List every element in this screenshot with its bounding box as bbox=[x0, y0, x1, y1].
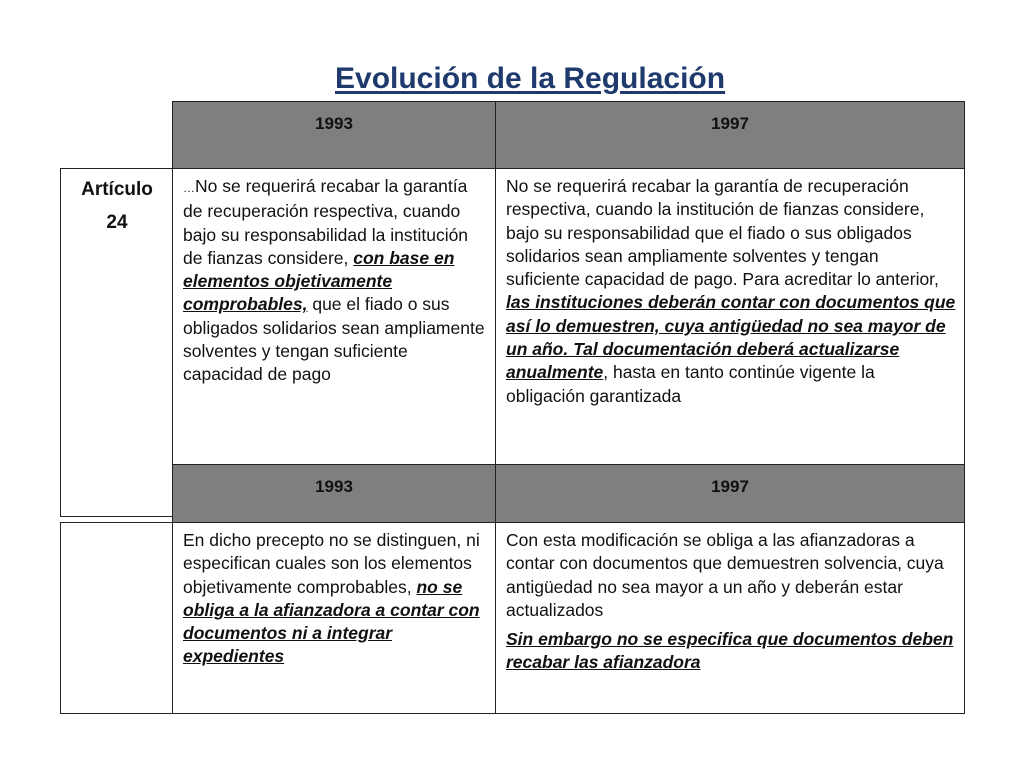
analysis-1993-cell bbox=[172, 522, 496, 714]
header-1997-mid-label: 1997 bbox=[711, 477, 749, 496]
analysis-1997-cell bbox=[495, 522, 965, 714]
analysis-1997-part1: Con esta modificación se obliga a las afianzadoras a contar con documentos que demuestren solvencia, cuya antigüedad no sea mayor a un año y deberán estar actualizados bbox=[506, 530, 944, 620]
analysis-1997-emphasis: Sin embargo no se especifica que documentos deben recabar las afianzadora bbox=[506, 629, 954, 673]
text-1997-emphasis: las instituciones deberán contar con documentos que así lo demuestren, cuya antigüedad no sea mayor de un año. Tal documentación deberá actualizarse anualmente bbox=[506, 292, 956, 383]
article-label-cell bbox=[60, 168, 174, 517]
text-1997-part1: No se requerirá recabar la garantía de recuperación respectiva, cuando la institución de fianzas considere, bajo su responsabilidad que el fiado o sus obligados solidarios sean ampliamente solventes y tengan suficiente capacidad de pago. Para acreditar lo anterior, bbox=[506, 176, 939, 290]
text-1993-cell bbox=[172, 168, 496, 465]
header-1993-top bbox=[172, 101, 496, 169]
article-number: 24 bbox=[106, 212, 128, 233]
text-1993-part1: No se requerirá recabar la garantía de recuperación respectiva, cuando bajo su responsabilidad la institución de fianzas considere, bbox=[183, 176, 469, 268]
header-1997-top bbox=[495, 101, 965, 169]
header-1997-mid bbox=[495, 464, 965, 524]
empty-label-cell bbox=[60, 522, 174, 714]
ellipsis-prefix: … bbox=[183, 181, 195, 195]
text-1997-part2: , hasta en tanto continúe vigente la obligación garantizada bbox=[506, 362, 875, 406]
header-1997-top-label: 1997 bbox=[711, 114, 749, 133]
article-label: Artículo bbox=[81, 179, 153, 200]
text-1997-cell bbox=[495, 168, 965, 465]
text-1993-emphasis: con base en elementos objetivamente comprobables, bbox=[183, 247, 455, 315]
analysis-1993-emphasis: no se obliga a la afianzadora a contar con documentos ni a integrar expedientes bbox=[183, 576, 480, 667]
header-1993-top-label: 1993 bbox=[315, 114, 353, 133]
text-1993-part2: que el fiado o sus obligados solidarios sean ampliamente solventes y tengan suficiente capacidad de pago bbox=[183, 294, 485, 385]
header-1993-mid bbox=[172, 464, 496, 524]
analysis-1993-part1: En dicho precepto no se distinguen, ni especifican cuales son los elementos objetivamente comprobables, bbox=[183, 530, 480, 597]
header-1993-mid-label: 1993 bbox=[315, 477, 353, 496]
page-title: Evolución de la Regulación bbox=[335, 62, 726, 95]
